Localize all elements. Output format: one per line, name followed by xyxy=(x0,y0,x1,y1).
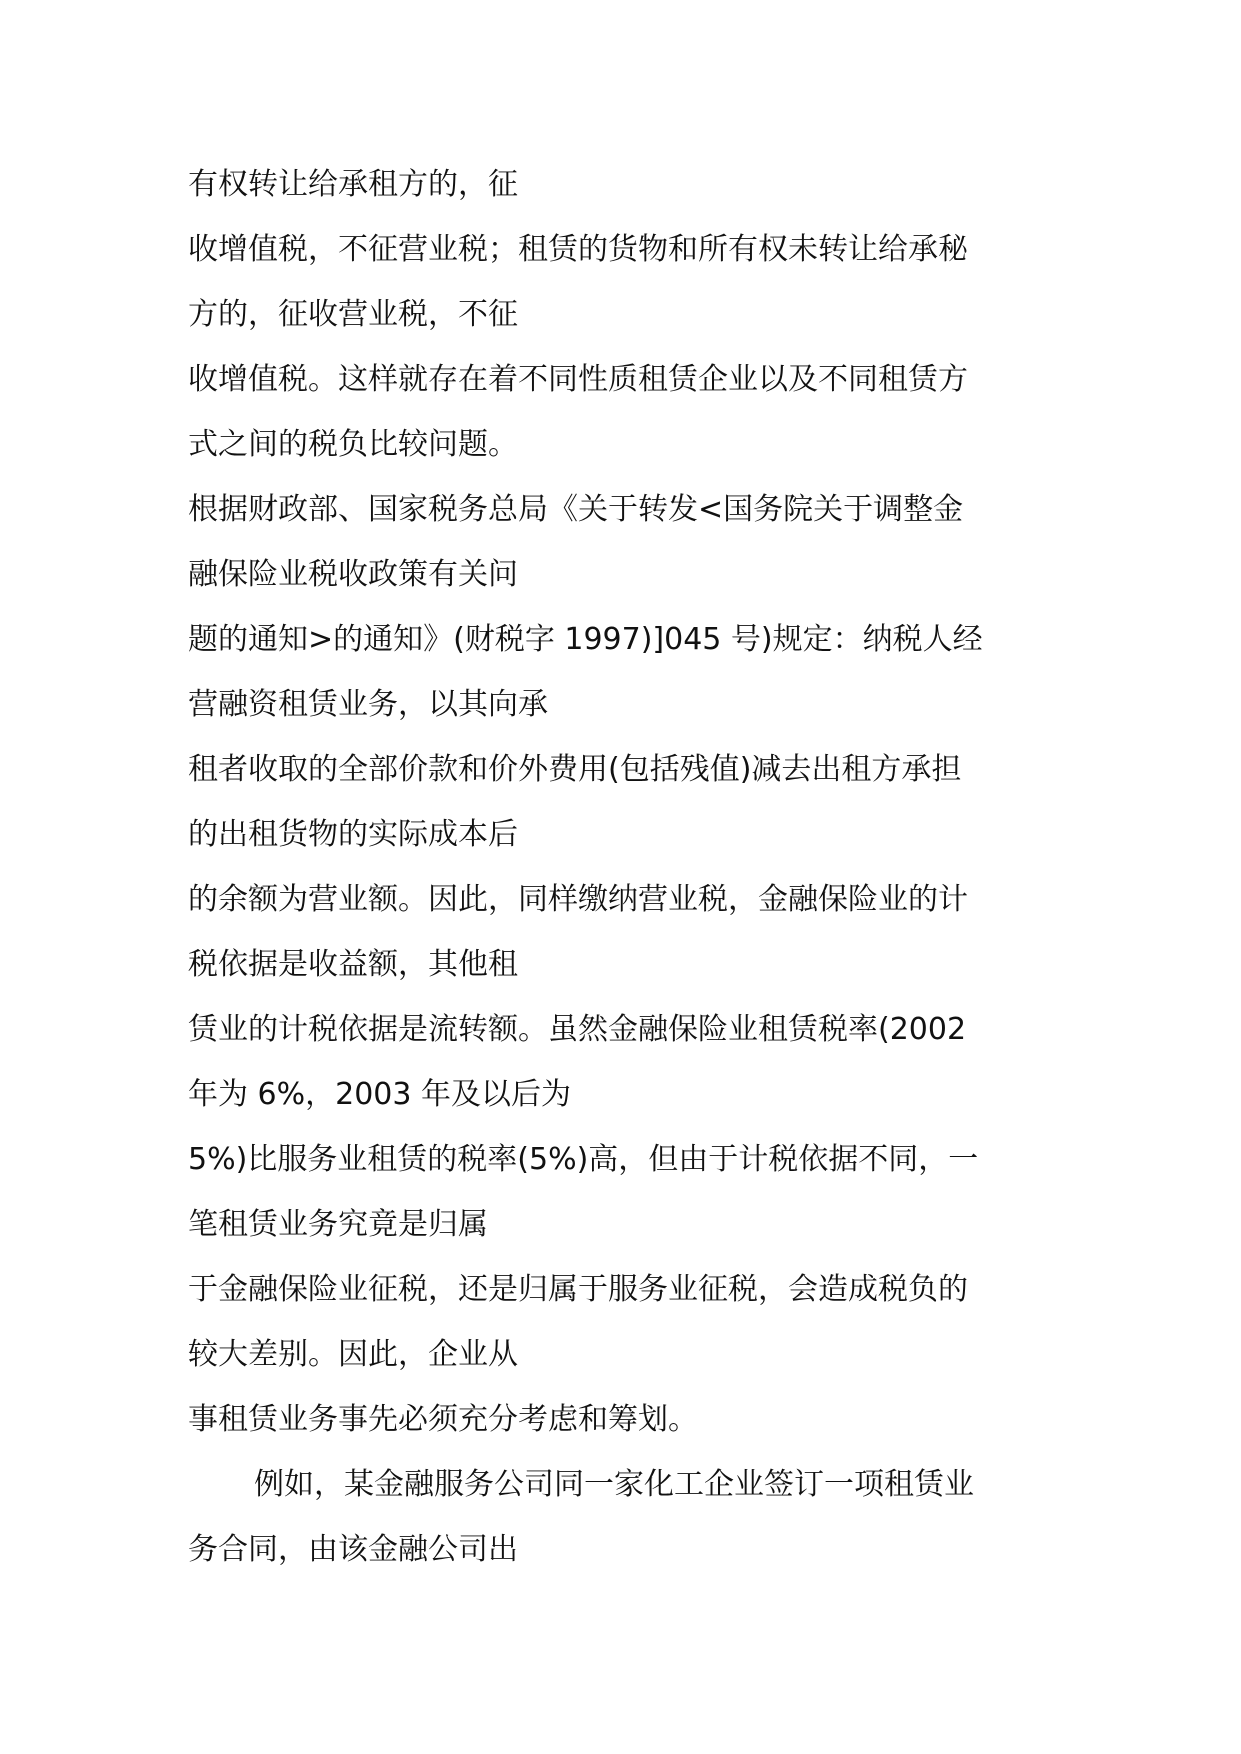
text-line-11: 的出租货物的实际成本后 xyxy=(188,817,518,852)
text-line-21: 例如，某金融服务公司同一家化工企业签订一项租赁业 xyxy=(254,1467,974,1502)
text-line-17: 笔租赁业务究竟是归属 xyxy=(188,1207,488,1242)
text-line-3: 方的，征收营业税，不征 xyxy=(188,297,518,332)
text-line-10: 租者收取的全部价款和价外费用(包括残值)减去出租方承担 xyxy=(188,752,962,787)
text-line-4: 收增值税。这样就存在着不同性质租赁企业以及不同租赁方 xyxy=(188,362,968,397)
text-line-12: 的余额为营业额。因此，同样缴纳营业税，金融保险业的计 xyxy=(188,882,968,917)
text-line-9: 营融资租赁业务，以其向承 xyxy=(188,687,548,722)
text-line-16: 5%)比服务业租赁的税率(5%)高，但由于计税依据不同，一 xyxy=(188,1142,979,1177)
body-text xyxy=(188,152,1068,1582)
text-line-2: 收增值税，不征营业税；租赁的货物和所有权未转让给承秘 xyxy=(188,232,968,267)
text-line-22: 务合同，由该金融公司出 xyxy=(188,1532,518,1567)
text-line-6: 根据财政部、国家税务总局《关于转发<国务院关于调整金 xyxy=(188,492,964,527)
text-line-7: 融保险业税收政策有关问 xyxy=(188,557,518,592)
text-line-18: 于金融保险业征税，还是归属于服务业征税，会造成税负的 xyxy=(188,1272,968,1307)
text-line-5: 式之间的税负比较问题。 xyxy=(188,427,518,462)
text-line-20: 事租赁业务事先必须充分考虑和筹划。 xyxy=(188,1402,698,1437)
text-line-13: 税依据是收益额，其他租 xyxy=(188,947,518,982)
text-line-14: 赁业的计税依据是流转额。虽然金融保险业租赁税率(2002 xyxy=(188,1012,967,1047)
text-line-19: 较大差别。因此，企业从 xyxy=(188,1337,518,1372)
text-line-8: 题的通知>的通知》(财税字 1997)]045 号)规定：纳税人经 xyxy=(188,622,983,657)
text-line-15: 年为 6%，2003 年及以后为 xyxy=(188,1077,572,1112)
text-line-1: 有权转让给承租方的，征 xyxy=(188,167,518,202)
